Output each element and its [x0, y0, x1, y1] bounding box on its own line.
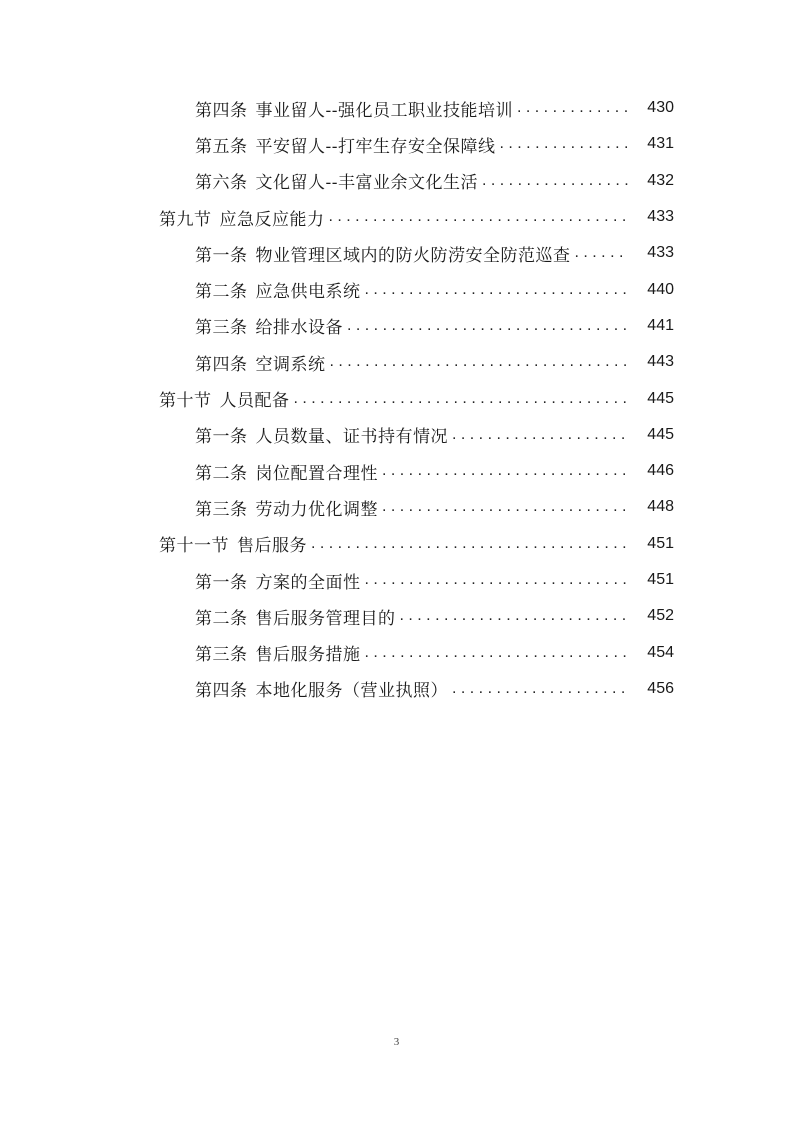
toc-leader-dots — [400, 607, 629, 625]
toc-entry[interactable] — [0, 235, 793, 271]
toc-section[interactable] — [0, 380, 793, 416]
toc-entry-title: 给排水设备 — [255, 318, 343, 339]
toc-entry-page: 432 — [647, 171, 674, 189]
toc-entry-label — [195, 495, 378, 520]
toc-leader-dots — [347, 317, 628, 335]
toc-entry-page: 452 — [647, 607, 674, 625]
toc-entry-label — [195, 640, 361, 665]
toc-entry-label — [195, 96, 513, 121]
toc-entry-number: 第二条 — [195, 282, 248, 303]
toc-section-label — [159, 531, 307, 556]
toc-leader-dots — [365, 644, 629, 662]
toc-entry-label — [195, 241, 571, 266]
toc-entry-number: 第三条 — [195, 499, 248, 520]
toc-entry-label — [195, 313, 343, 338]
toc-section-page: 445 — [647, 389, 674, 407]
toc-section-page: 433 — [647, 208, 674, 226]
toc-section-title: 人员配备 — [219, 391, 290, 412]
toc-leader-dots — [482, 172, 628, 190]
toc-entry-title: 应急供电系统 — [255, 282, 361, 303]
toc-entry[interactable] — [0, 417, 793, 453]
toc-entry-page: 454 — [647, 643, 674, 661]
toc-entry-number: 第一条 — [195, 572, 248, 593]
toc-entry[interactable] — [0, 308, 793, 344]
toc-entry-title: 售后服务管理目的 — [255, 608, 396, 629]
toc-section-label — [159, 205, 325, 230]
toc-entry-number: 第三条 — [195, 645, 248, 666]
toc-entry-page: 448 — [647, 498, 674, 516]
toc-entry[interactable] — [0, 634, 793, 670]
toc-entry-label — [195, 350, 326, 375]
toc-section-number: 第十一节 — [159, 536, 229, 557]
toc-entry-label — [195, 604, 396, 629]
toc-entry-number: 第六条 — [195, 173, 248, 194]
toc-entry-title: 售后服务措施 — [255, 645, 361, 666]
toc-entry-title: 平安留人--打牢生存安全保障线 — [255, 136, 496, 157]
toc-entry-page: 446 — [647, 462, 674, 480]
toc-entry-page: 443 — [647, 353, 674, 371]
toc-entry-label — [195, 676, 448, 701]
toc-entry-page: 440 — [647, 280, 674, 298]
toc-section[interactable] — [0, 199, 793, 235]
toc-entry-title: 本地化服务（营业执照） — [255, 681, 448, 702]
toc-section-number: 第十节 — [159, 391, 212, 412]
toc-entry-title: 方案的全面性 — [255, 572, 361, 593]
toc-entry-label — [195, 168, 478, 193]
toc-entry-number: 第一条 — [195, 427, 248, 448]
toc-leader-dots — [452, 426, 628, 444]
toc-entry[interactable] — [0, 671, 793, 707]
toc-entry-page: 441 — [647, 316, 674, 334]
toc-entry-label — [195, 459, 378, 484]
toc-entry-title: 文化留人--丰富业余文化生活 — [255, 173, 478, 194]
toc-entry[interactable] — [0, 126, 793, 162]
toc-leader-dots — [311, 535, 628, 553]
toc-entry-title: 物业管理区域内的防火防涝安全防范巡查 — [255, 245, 571, 266]
toc-entry[interactable] — [0, 163, 793, 199]
toc-section-title: 售后服务 — [237, 536, 307, 557]
toc-section-page: 451 — [647, 534, 674, 552]
page-number: 3 — [393, 1036, 400, 1048]
toc-entry-number: 第四条 — [195, 100, 248, 121]
toc-leader-dots — [329, 208, 629, 226]
toc-entry-label — [195, 568, 361, 593]
toc-leader-dots — [330, 353, 629, 371]
toc-leader-dots — [517, 99, 628, 117]
toc-leader-dots — [365, 571, 629, 589]
toc-entry-number: 第四条 — [195, 681, 248, 702]
toc-leader-dots — [382, 498, 628, 516]
toc-leader-dots — [365, 281, 629, 299]
toc-section[interactable] — [0, 526, 793, 562]
toc-entry-number: 第二条 — [195, 608, 248, 629]
toc-entry[interactable] — [0, 90, 793, 126]
toc-entry-page: 433 — [647, 244, 674, 262]
toc-entry-number: 第五条 — [195, 136, 248, 157]
toc-entry-number: 第二条 — [195, 463, 248, 484]
toc-leader-dots — [294, 390, 629, 408]
toc-section-number: 第九节 — [159, 209, 212, 230]
toc-entry[interactable] — [0, 271, 793, 307]
toc-entry-title: 人员数量、证书持有情况 — [255, 427, 448, 448]
toc-entry-title: 劳动力优化调整 — [255, 499, 378, 520]
toc-leader-dots — [382, 462, 628, 480]
toc-leader-dots — [452, 680, 628, 698]
toc-entry-title: 事业留人--强化员工职业技能培训 — [255, 100, 513, 121]
toc-entry-label — [195, 277, 361, 302]
toc-entry-page: 430 — [647, 99, 674, 117]
toc-entry-page: 456 — [647, 679, 674, 697]
toc-section-title: 应急反应能力 — [219, 209, 325, 230]
toc-entry-page: 451 — [647, 571, 674, 588]
toc-leader-dots — [500, 135, 629, 153]
toc-entry-page: 445 — [647, 425, 674, 443]
toc-entry[interactable] — [0, 598, 793, 634]
toc-entry-title: 岗位配置合理性 — [255, 463, 378, 484]
table-of-contents — [0, 90, 793, 707]
toc-entry-title: 空调系统 — [255, 354, 326, 375]
toc-entry-label — [195, 422, 448, 447]
toc-entry[interactable] — [0, 344, 793, 380]
toc-entry[interactable] — [0, 562, 793, 598]
toc-entry-number: 第一条 — [195, 245, 248, 266]
toc-entry-label — [195, 132, 496, 157]
toc-entry-page: 431 — [647, 135, 674, 153]
toc-entry[interactable] — [0, 489, 793, 525]
toc-entry-number: 第四条 — [195, 354, 248, 375]
toc-section-label — [159, 386, 290, 411]
toc-entry-number: 第三条 — [195, 318, 248, 339]
toc-leader-dots — [575, 244, 629, 262]
toc-entry[interactable] — [0, 453, 793, 489]
